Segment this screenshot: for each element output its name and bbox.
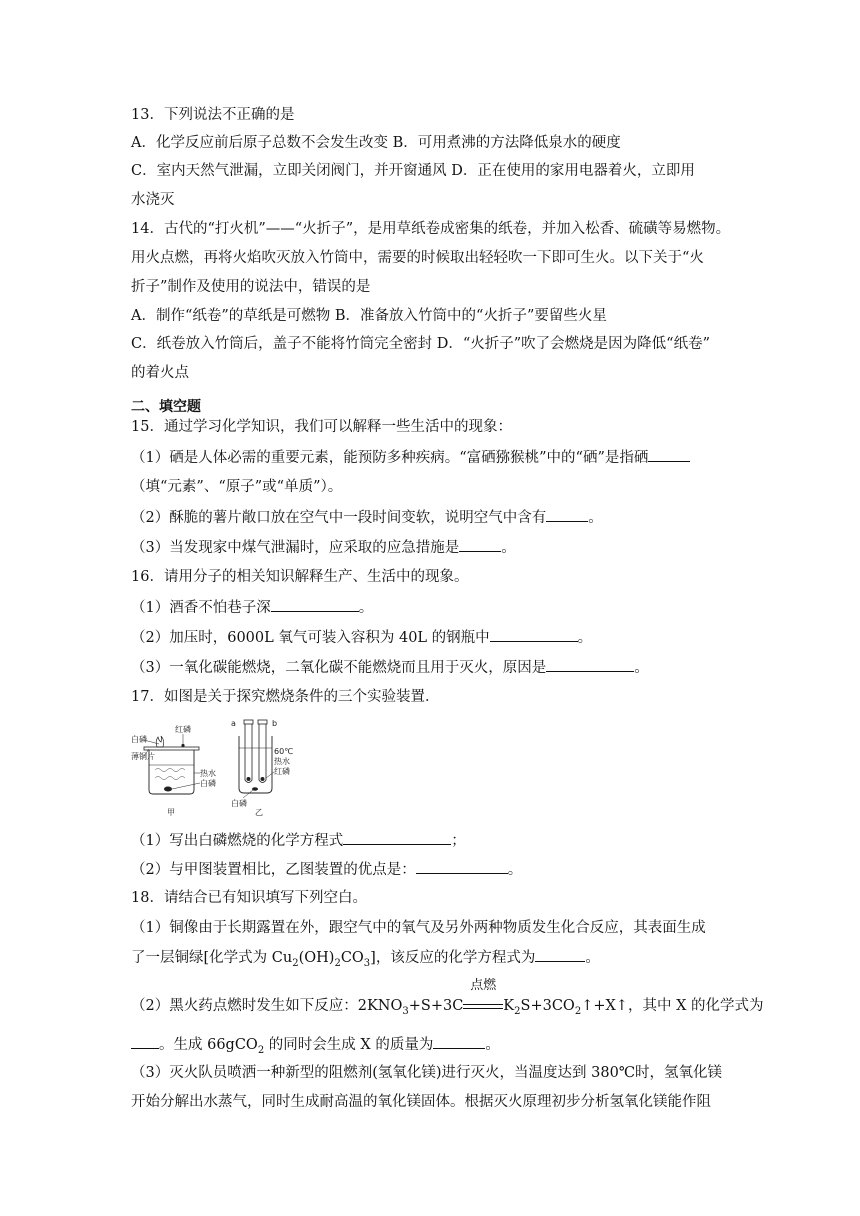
q18-part1-line2 xyxy=(131,947,600,968)
q14-stem-1: 14．古代的“打火机”——“火折子”，是用草纸卷成密集的纸卷，并加入松香、硫磺等易燃物。 xyxy=(131,221,731,237)
q15-part3-text: （3）当发现家中煤气泄漏时，应采取的应急措施是 xyxy=(131,540,460,556)
q14-options-ab: A．制作“纸卷”的草纸是可燃物 B．准备放入竹筒中的“火折子”要留些火星 xyxy=(131,308,607,324)
label-white-phosphorus-yi: 白磷 xyxy=(231,799,247,808)
label-jia: 甲 xyxy=(167,808,175,817)
reaction-condition xyxy=(463,978,503,1016)
q17-part2 xyxy=(131,859,522,880)
q16-part2-blank[interactable] xyxy=(490,627,578,642)
q18-part1-text: (OH) xyxy=(298,950,335,966)
subscript: 2 xyxy=(514,1005,521,1017)
q18-part1-text: ]，该反应的化学方程式为 xyxy=(370,950,536,966)
q18-part2-line2 xyxy=(131,1034,500,1055)
label-white-phosphorus: 白磷 xyxy=(131,735,147,744)
q18-part2-blank-mass[interactable] xyxy=(433,1034,485,1049)
copper-sheet xyxy=(144,747,199,750)
test-tube-b xyxy=(259,724,266,783)
q18-part1-text: 了一层铜绿[化学式为 Cu xyxy=(131,950,293,966)
label-temperature: 60℃ xyxy=(274,747,294,756)
q15-part3 xyxy=(131,537,516,558)
q15-part1-text: （1）硒是人体必需的重要元素，能预防多种疾病。“富硒猕猴桃”中的“硒”是指硒 xyxy=(131,450,649,466)
red-phosphorus-dot xyxy=(181,744,184,747)
q14-options-cd: C．纸卷放入竹筒后，盖子不能将竹筒完全密封 D．“火折子”吹了会燃烧是因为降低“纸卷” xyxy=(131,336,710,352)
label-yi: 乙 xyxy=(255,808,263,817)
water-ripple xyxy=(155,777,185,780)
q16-part2-end: 。 xyxy=(577,630,593,646)
beaker-yi xyxy=(239,736,272,793)
stopper-a xyxy=(244,720,253,724)
q18-part3-line1: （3）灭火队员喷洒一种新型的阻燃剂(氢氧化镁)进行灭火，当温度达到 380℃时，氢氧化镁 xyxy=(131,1065,723,1081)
q16-part3-end: 。 xyxy=(634,660,649,676)
equals-bar xyxy=(463,1004,503,1009)
section-heading-fill-in: 二、填空题 xyxy=(131,399,201,415)
q16-part1-end: 。 xyxy=(358,600,374,616)
q17-part2-blank[interactable] xyxy=(416,859,508,874)
q18-part2-text: K xyxy=(503,998,515,1014)
water-ripple xyxy=(155,769,185,772)
q15-part3-end: 。 xyxy=(501,540,516,556)
q15-part1-line2: （填“元素”、“原子”或“单质”）。 xyxy=(131,479,343,495)
subscript: 2 xyxy=(574,1005,582,1017)
q17-part1-text: （1）写出白磷燃烧的化学方程式 xyxy=(131,833,344,849)
q14-stem-3: 折子”制作及使用的说法中，错误的是 xyxy=(131,279,371,295)
q16-part1 xyxy=(131,597,373,618)
white-phosphorus-in-tube xyxy=(247,777,251,781)
q15-part1-blank[interactable] xyxy=(648,447,690,462)
subscript: 2 xyxy=(334,957,341,969)
q18-stem: 18．请结合已有知识填写下列空白。 xyxy=(131,890,367,906)
stopper-b xyxy=(258,720,267,724)
q17-part1-blank[interactable] xyxy=(343,830,451,845)
q18-part2-text: （2）黑火药点燃时发生如下反应：2KNO xyxy=(131,998,403,1014)
q15-part2-blank[interactable] xyxy=(546,507,588,522)
q18-part3-line2: 开始分解出水蒸气，同时生成耐高温的氧化镁固体。根据灭火原理初步分析氢氧化镁能作阻 xyxy=(131,1094,711,1110)
q13-options-cd-cont: 水浇灭 xyxy=(131,192,175,208)
q17-part2-end: 。 xyxy=(507,862,523,878)
q18-part1-blank[interactable] xyxy=(535,947,585,962)
q18-part2-end: 。 xyxy=(485,1037,500,1053)
q16-stem: 16．请用分子的相关知识解释生产、生活中的现象。 xyxy=(131,569,469,585)
q18-part2-text: ↑+X↑，其中 X 的化学式为 xyxy=(581,998,764,1014)
q18-part1-text: CO xyxy=(340,950,364,966)
label-red-phosphorus-yi: 红磷 xyxy=(274,767,290,776)
q18-part1-end: 。 xyxy=(585,950,600,966)
label-hot-water: 热水 xyxy=(200,769,216,778)
leader-line xyxy=(172,783,200,789)
label-copper-sheet: 薄铜片 xyxy=(131,752,155,761)
leader-line xyxy=(243,790,253,798)
q18-part2-text: 的同时会生成 X 的质量为 xyxy=(264,1037,434,1053)
q16-part1-text: （1）酒香不怕巷子深 xyxy=(131,600,271,616)
q16-part3 xyxy=(131,657,649,678)
q17-part1-end: ； xyxy=(451,833,466,849)
q18-part2-text: +S+3C xyxy=(408,998,464,1014)
q18-part2-line1 xyxy=(131,978,764,1017)
subscript: 2 xyxy=(257,1044,265,1056)
beaker-jia xyxy=(149,750,194,794)
q16-part3-text: （3）一氧化碳能燃烧，二氧化碳不能燃烧而且用于灭火，原因是 xyxy=(131,660,547,676)
q18-part1-line1: （1）铜像由于长期露置在外，跟空气中的氧气及另外两种物质发生化合反应，其表面生成 xyxy=(131,920,706,936)
condition-ignite-label: 点燃 xyxy=(470,978,497,993)
label-white-phosphorus-bottom: 白磷 xyxy=(200,779,216,788)
q17-stem: 17．如图是关于探究燃烧条件的三个实验装置． xyxy=(131,689,440,705)
label-hot-water-yi: 热水 xyxy=(274,757,290,766)
subscript: 2 xyxy=(292,957,299,969)
apparatus-yi xyxy=(231,719,293,817)
label-b: b xyxy=(272,719,278,728)
q13-options-cd: C．室内天然气泄漏，立即关闭阀门，并开窗通风 D．正在使用的家用电器着火，立即用 xyxy=(131,163,695,179)
q17-part1 xyxy=(131,830,466,851)
label-red-phosphorus: 红磷 xyxy=(175,725,191,734)
q15-part2-text: （2）酥脆的薯片敞口放在空气中一段时间变软，说明空气中含有 xyxy=(131,510,547,526)
red-phosphorus-in-tube xyxy=(261,777,265,781)
leader-line xyxy=(266,772,274,778)
combustion-experiment-figure xyxy=(131,718,306,818)
q13-options-ab: A．化学反应前后原子总数不会发生改变 B．可用煮沸的方法降低泉水的硬度 xyxy=(131,135,621,151)
subscript: 3 xyxy=(402,1005,409,1017)
q18-part2-blank-formula[interactable] xyxy=(131,1034,159,1049)
q17-part2-text: （2）与甲图装置相比，乙图装置的优点是： xyxy=(131,862,416,878)
q15-part2-end: 。 xyxy=(588,510,603,526)
q13-stem: 13．下列说法不正确的是 xyxy=(131,107,295,123)
white-phosphorus-underwater xyxy=(164,787,172,792)
q16-part3-blank[interactable] xyxy=(546,657,634,672)
test-tube-a xyxy=(245,724,252,783)
subscript: 3 xyxy=(363,957,371,969)
label-a: a xyxy=(231,719,236,728)
q18-part2-text: 。生成 66gCO xyxy=(159,1037,258,1053)
apparatus-jia xyxy=(131,724,216,817)
flame-icon xyxy=(156,736,163,747)
q16-part2-text: （2）加压时，6000L 氧气可装入容积为 40L 的钢瓶中 xyxy=(131,630,490,646)
q15-part3-blank[interactable] xyxy=(459,537,501,552)
q14-stem-2: 用火点燃，再将火焰吹灭放入竹筒中，需要的时候取出轻轻吹一下即可生火。以下关于“火 xyxy=(131,250,704,266)
q16-part2 xyxy=(131,627,592,648)
q18-part2-text: S+3CO xyxy=(520,998,575,1014)
q15-part1-line1 xyxy=(131,447,690,468)
q16-part1-blank[interactable] xyxy=(271,597,359,612)
q15-part2 xyxy=(131,507,603,528)
q14-options-cd-cont: 的着火点 xyxy=(131,365,189,381)
q15-stem: 15．通过学习化学知识，我们可以解释一些生活中的现象： xyxy=(131,419,512,435)
